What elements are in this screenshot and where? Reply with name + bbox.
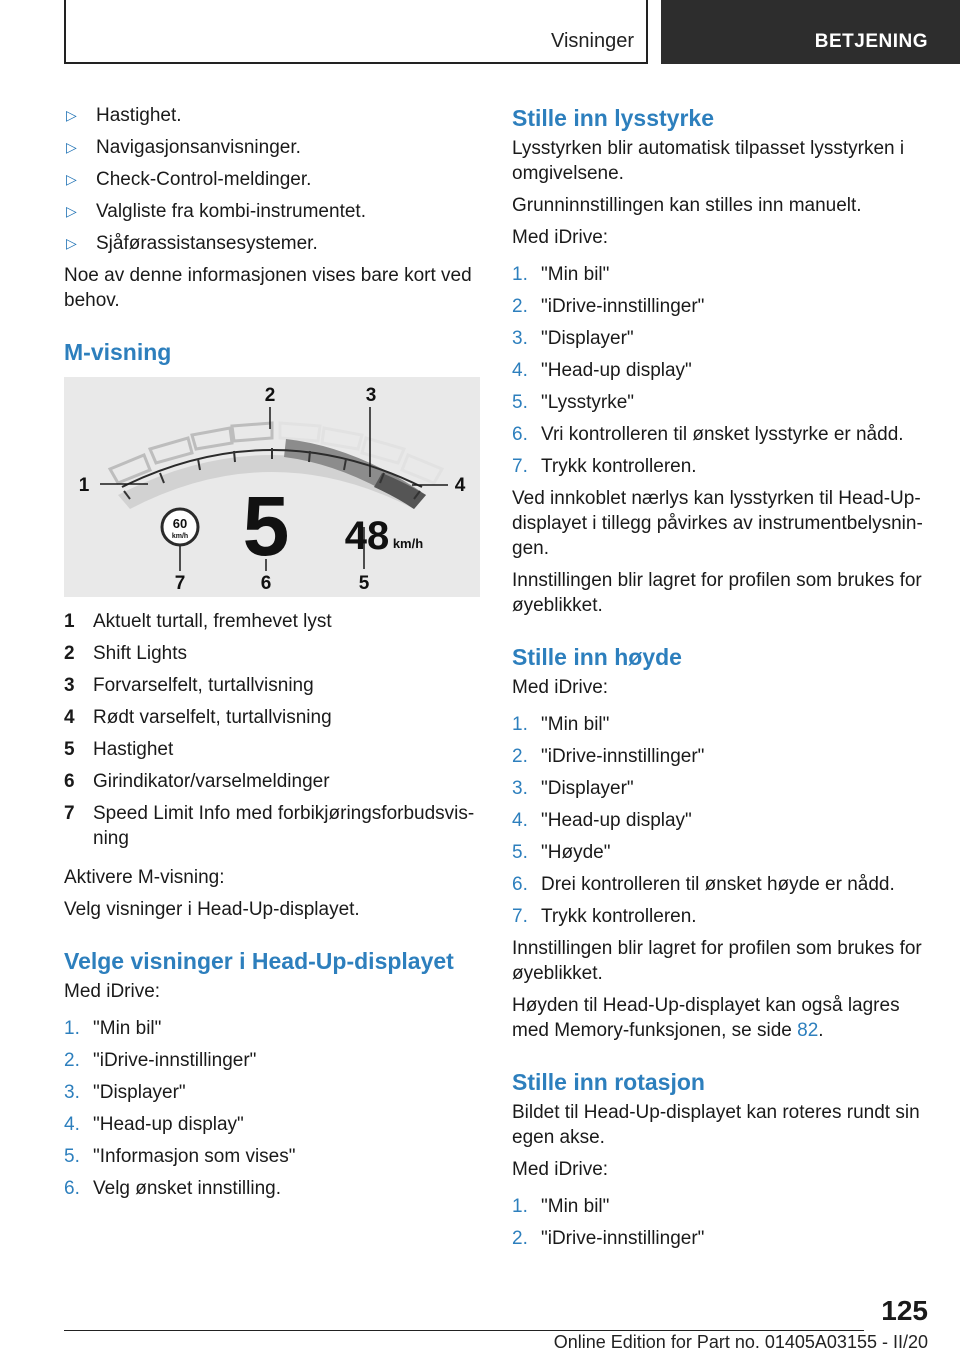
triangle-bullet-icon: ▷ (66, 235, 77, 251)
legend-item: 7 Speed Limit Info med forbikjøringsforbudsvis-ning (64, 803, 475, 849)
callout-7: 7 (174, 573, 186, 594)
list-item: ▷ Navigasjonsanvisninger. (66, 137, 301, 158)
list-item: 2. "iDrive-innstillinger" (512, 1228, 705, 1249)
list-item: 2. "iDrive-innstillinger" (512, 746, 705, 767)
callout-5: 5 (358, 573, 370, 594)
list-item: 5. "Informasjon som vises" (64, 1146, 296, 1167)
legend-item: 2 Shift Lights (64, 643, 187, 664)
speed-value: 48 (344, 514, 390, 558)
gear-indicator: 5 (242, 479, 290, 573)
select-views-heading: Velge visninger i Head-Up-displayet (64, 948, 454, 974)
legend-item: 5 Hastighet (64, 739, 174, 760)
list-item: 7. Trykk kontrolleren. (512, 906, 697, 927)
list-item: 2. "iDrive-innstillinger" (512, 296, 705, 317)
activate-instruction: Velg visninger i Head-Up-displayet. (64, 899, 360, 920)
triangle-bullet-icon: ▷ (66, 107, 77, 123)
list-item: 3. "Displayer" (512, 778, 634, 799)
page-number: 125 (881, 1295, 928, 1326)
activate-label: Aktivere M-visning: (64, 867, 225, 888)
list-item: 5. "Høyde" (512, 842, 611, 863)
section-title: Visninger (550, 30, 634, 52)
brightness-p2: Grunninnstillingen kan stilles inn manuelt. (512, 195, 862, 216)
list-item: 1. "Min bil" (512, 714, 610, 735)
brightness-heading: Stille inn lysstyrke (512, 105, 714, 131)
list-item: ▷ Valgliste fra kombi-instrumentet. (66, 201, 366, 222)
rotation-intro: Med iDrive: (512, 1159, 609, 1180)
legend-item: 3 Forvarselfelt, turtallvisning (64, 675, 314, 696)
footer-divider (64, 1330, 864, 1331)
brightness-p4: Innstillingen blir lagret for profilen som brukes for øyeblikket. (512, 570, 922, 616)
header-section-box (64, 0, 648, 64)
edition-footer: Online Edition for Part no. 01405A03155 - II/20 (553, 1332, 928, 1352)
height-intro: Med iDrive: (512, 677, 609, 698)
brightness-intro: Med iDrive: (512, 227, 609, 248)
bullet-list (64, 103, 480, 256)
list-item: 2. "iDrive-innstillinger" (64, 1050, 257, 1071)
triangle-bullet-icon: ▷ (66, 171, 77, 187)
note-paragraph: Noe av denne informasjonen vises bare kort ved behov. (64, 265, 472, 311)
height-p2: Høyden til Head-Up-displayet kan også lagres med Memory-funksjonen, se side 82. (512, 995, 900, 1041)
list-item: 6. Drei kontrolleren til ønsket høyde er nådd. (512, 874, 895, 895)
callout-2: 2 (264, 385, 276, 406)
list-item: 5. "Lysstyrke" (512, 392, 635, 413)
m-view-figure (64, 377, 480, 597)
list-item: ▷ Check-Control-meldinger. (66, 169, 312, 190)
figure-legend (64, 609, 480, 851)
triangle-bullet-icon: ▷ (66, 139, 77, 155)
list-item: 6. Velg ønsket innstilling. (64, 1178, 281, 1199)
height-heading: Stille inn høyde (512, 644, 682, 670)
list-item: 4. "Head-up display" (512, 360, 692, 381)
list-item: 1. "Min bil" (512, 264, 610, 285)
height-p1: Innstillingen blir lagret for profilen som brukes for øyeblikket. (512, 938, 922, 984)
rotation-p1: Bildet til Head-Up-displayet kan roteres rundt sin egen akse. (512, 1102, 920, 1148)
rotation-heading: Stille inn rotasjon (512, 1069, 705, 1095)
triangle-bullet-icon: ▷ (66, 203, 77, 219)
speed-limit-unit: km/h (171, 533, 189, 540)
m-view-illustration (64, 377, 480, 597)
list-item: 1. "Min bil" (64, 1018, 162, 1039)
legend-item: 4 Rødt varselfelt, turtallvisning (64, 707, 332, 728)
list-item: 7. Trykk kontrolleren. (512, 456, 697, 477)
rotation-steps (512, 1194, 928, 1251)
select-intro: Med iDrive: (64, 981, 161, 1002)
legend-item: 1 Aktuelt turtall, fremhevet lyst (64, 611, 332, 632)
speed-unit: km/h (392, 536, 424, 551)
brightness-p3: Ved innkoblet nærlys kan lysstyrken til Head-Up-displayet i tillegg påvirkes av instrumentbelysnin-gen. (512, 488, 923, 559)
list-item: 3. "Displayer" (512, 328, 634, 349)
brightness-p1: Lysstyrken blir automatisk tilpasset lysstyrken i omgivelsene. (512, 138, 905, 184)
list-item: 4. "Head-up display" (64, 1114, 244, 1135)
chapter-title: BETJENING (814, 31, 928, 52)
brightness-steps (512, 262, 928, 479)
speed-limit-value: 60 (172, 516, 188, 531)
callout-4: 4 (454, 475, 466, 496)
right-column (512, 103, 928, 1251)
list-item: 3. "Displayer" (64, 1082, 186, 1103)
callout-3: 3 (365, 385, 377, 406)
left-column (64, 103, 480, 1201)
m-view-heading: M-visning (64, 339, 172, 365)
list-item: ▷ Hastighet. (66, 105, 182, 126)
select-steps (64, 1016, 480, 1201)
list-item: 1. "Min bil" (512, 1196, 610, 1217)
height-steps (512, 712, 928, 929)
callout-1: 1 (78, 475, 90, 496)
page-link[interactable]: 82 (797, 1020, 819, 1041)
callout-6: 6 (260, 573, 272, 594)
list-item: 4. "Head-up display" (512, 810, 692, 831)
list-item: 6. Vri kontrolleren til ønsket lysstyrke er nådd. (512, 424, 904, 445)
list-item: ▷ Sjåførassistansesystemer. (66, 233, 318, 254)
legend-item: 6 Girindikator/varselmeldinger (64, 771, 330, 792)
header-chapter-tab (661, 0, 960, 64)
